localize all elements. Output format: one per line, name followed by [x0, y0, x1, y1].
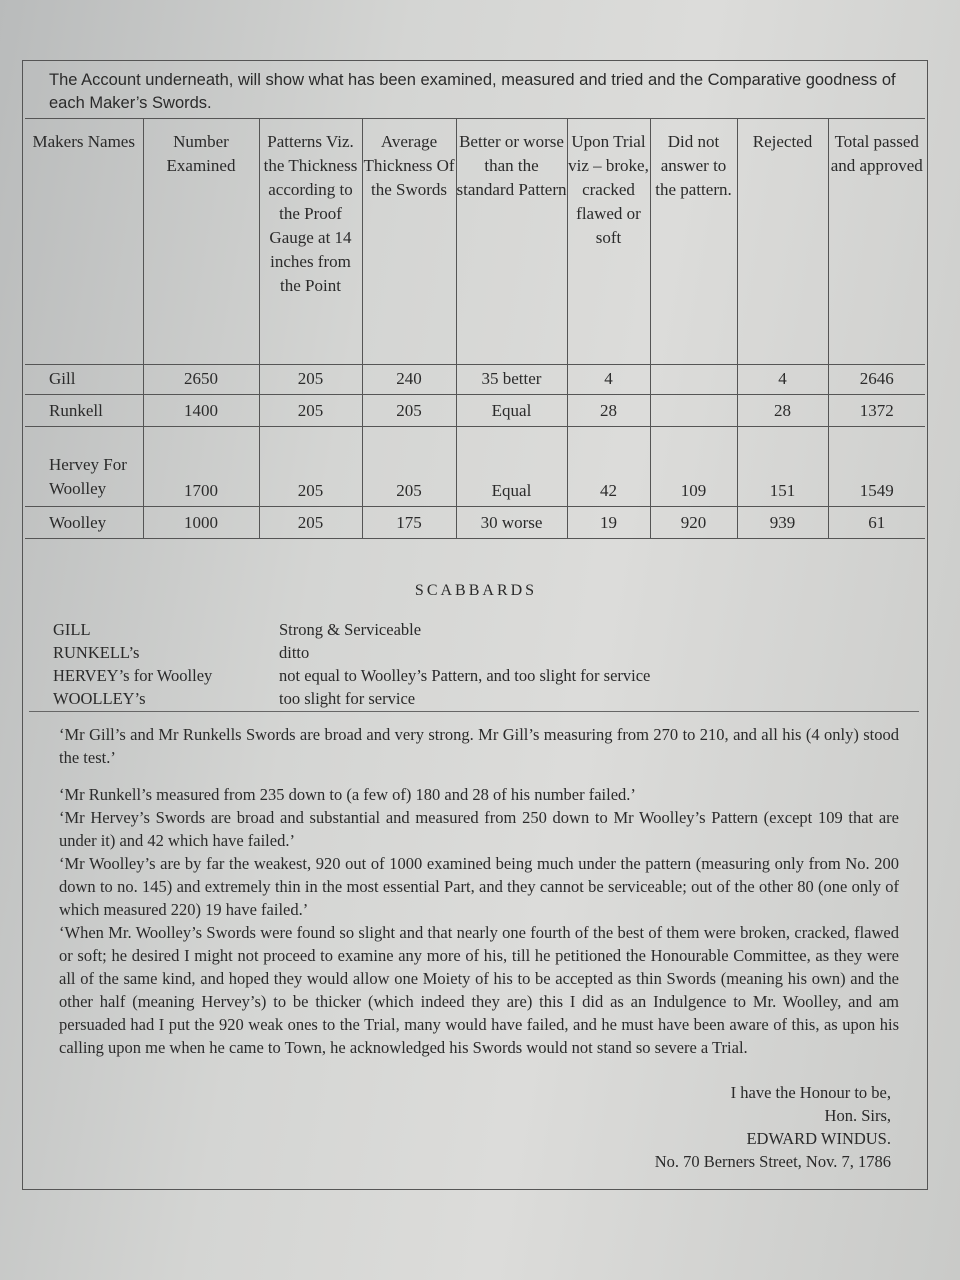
- cell-maker-name: Gill: [25, 365, 143, 395]
- header-total-passed: Total passed and approved: [828, 119, 925, 365]
- cell-comparison: 30 worse: [456, 507, 567, 539]
- cell-rejected: 939: [737, 507, 828, 539]
- cell-trial: 19: [567, 507, 650, 539]
- signature-closing: I have the Honour to be,: [730, 1083, 891, 1102]
- scabbard-maker: HERVEY’s for Woolley: [53, 666, 213, 685]
- intro-text: The Account underneath, will show what has been examined, measured and tried and the Comparative goodness of each Maker’s Swords.: [49, 71, 896, 112]
- signature-address-date: No. 70 Berners Street, Nov. 7, 1786: [654, 1152, 891, 1171]
- quote-gill-runkell: ‘Mr Gill’s and Mr Runkells Swords are broad and very strong. Mr Gill’s measuring from 270 to 210, and all his (4 only) stood the test.’: [59, 725, 899, 767]
- cell-not-answer: 109: [650, 427, 737, 507]
- cell-maker-name: Runkell: [25, 395, 143, 427]
- quote-hervey: ‘Mr Hervey’s Swords are broad and substantial and measured from 250 down to Mr Woolley’s Pattern (except 109 that are under it) and 42 which have failed.’: [59, 808, 899, 850]
- cell-passed: 2646: [828, 365, 925, 395]
- signature-salutation: Hon. Sirs,: [824, 1106, 891, 1125]
- scabbard-verdict: too slight for service: [279, 689, 416, 708]
- sword-account-table: [25, 118, 925, 539]
- table-row: [25, 427, 925, 507]
- header-rejected: Rejected: [737, 119, 828, 365]
- cell-maker-name: Hervey For Woolley: [25, 427, 143, 507]
- cell-not-answer: 920: [650, 507, 737, 539]
- cell-average: 240: [362, 365, 456, 395]
- header-better-or-worse: Better or worse than the standard Pattern: [456, 119, 567, 365]
- cell-average: 205: [362, 427, 456, 507]
- cell-rejected: 151: [737, 427, 828, 507]
- quote-woolley: ‘Mr Woolley’s are by far the weakest, 920 out of 1000 examined being much under the pattern (measuring only from No. 200 down to no. 145) and extremely thin in the most essential Part, and they cannot be serviceable; out of the other 80 (one only of which measured 220) 19 have failed.’: [59, 854, 899, 919]
- scabbard-maker: RUNKELL’s: [53, 643, 140, 662]
- cell-trial: 42: [567, 427, 650, 507]
- cell-passed: 1549: [828, 427, 925, 507]
- header-upon-trial: Upon Trial viz – broke, cracked flawed or soft: [567, 119, 650, 365]
- scabbard-maker: WOOLLEY’s: [53, 689, 146, 708]
- scabbard-verdict: Strong & Serviceable: [279, 620, 422, 639]
- header-makers-names: Makers Names: [25, 119, 143, 365]
- quote-woolley-trial: ‘When Mr. Woolley’s Swords were found so slight and that nearly one fourth of the best of them were broken, cracked, flawed or soft; he desired I might not proceed to examine any more of his, till he petitioned the Honourable Committee, as they were all of the same kind, and hoped they would allow one Moiety of his to be accepted as thin Swords (meaning his own) and the other half (meaning Hervey’s) to be thicker (which indeed they are) this I did as an Indulgence to Mr. Woolley, and am persuaded had I put the 920 weak ones to the Trial, many would have failed, and he must have been aware of this, as upon his calling upon me when he came to Town, he acknowledged his Swords would not stand so severe a Trial.: [59, 923, 899, 1057]
- header-patterns: Patterns Viz. the Thickness according to the Proof Gauge at 14 inches from the Point: [259, 119, 362, 365]
- document-frame: [22, 60, 928, 1190]
- cell-pattern: 205: [259, 427, 362, 507]
- table-row: [25, 365, 925, 395]
- header-number-examined: Number Examined: [143, 119, 259, 365]
- cell-comparison: Equal: [456, 427, 567, 507]
- scabbard-verdict: not equal to Woolley’s Pattern, and too slight for service: [279, 666, 651, 685]
- cell-trial: 4: [567, 365, 650, 395]
- cell-average: 205: [362, 395, 456, 427]
- cell-rejected: 4: [737, 365, 828, 395]
- section-divider: [29, 711, 919, 712]
- cell-pattern: 205: [259, 507, 362, 539]
- quote-runkell: ‘Mr Runkell’s measured from 235 down to (a few of) 180 and 28 of his number failed.’: [59, 785, 636, 804]
- cell-comparison: 35 better: [456, 365, 567, 395]
- cell-examined: 1700: [143, 427, 259, 507]
- table-header-row: [25, 119, 925, 365]
- header-did-not-answer: Did not answer to the pattern.: [650, 119, 737, 365]
- cell-average: 175: [362, 507, 456, 539]
- cell-not-answer: [650, 395, 737, 427]
- cell-examined: 1000: [143, 507, 259, 539]
- header-average-thickness: Average Thickness Of the Swords: [362, 119, 456, 365]
- cell-rejected: 28: [737, 395, 828, 427]
- table-row: [25, 507, 925, 539]
- scabbard-verdict: ditto: [279, 643, 310, 662]
- cell-comparison: Equal: [456, 395, 567, 427]
- cell-maker-name: Woolley: [25, 507, 143, 539]
- cell-pattern: 205: [259, 365, 362, 395]
- cell-pattern: 205: [259, 395, 362, 427]
- cell-examined: 1400: [143, 395, 259, 427]
- scabbard-maker: GILL: [53, 620, 91, 639]
- cell-passed: 61: [828, 507, 925, 539]
- table-row: [25, 395, 925, 427]
- cell-passed: 1372: [828, 395, 925, 427]
- scabbards-heading: SCABBARDS: [414, 582, 538, 599]
- signature-name: EDWARD WINDUS.: [746, 1129, 891, 1148]
- cell-examined: 2650: [143, 365, 259, 395]
- cell-not-answer: [650, 365, 737, 395]
- cell-trial: 28: [567, 395, 650, 427]
